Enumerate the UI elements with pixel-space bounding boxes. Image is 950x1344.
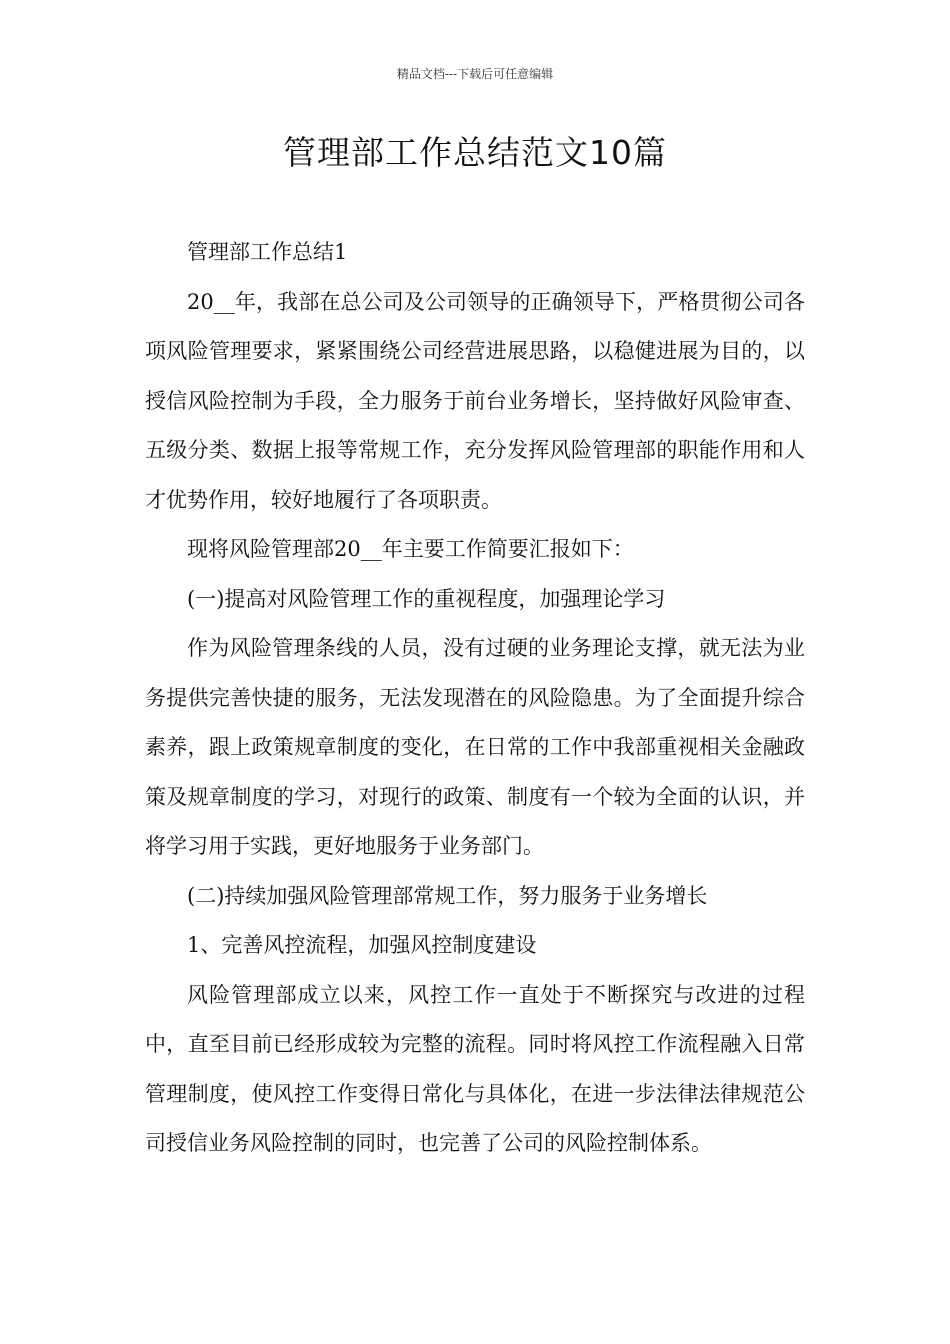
body-paragraph: 作为风险管理条线的人员，没有过硬的业务理论支撑，就无法为业务提供完善快捷的服务，无法发现潜在的风险隐患。为了全面提升综合素养，跟上政策规章制度的变化，在日常的工作中我部重视相关金融政策及规章制度的学习，对现行的政策、制度有一个较为全面的认识，并将学习用于实践，更好地服务于业务部门。 [145, 636, 805, 858]
body-paragraph: 现将风险管理部20__年主要工作简要汇报如下： [187, 537, 634, 561]
body-paragraph: 20__年，我部在总公司及公司领导的正确领导下，严格贯彻公司各项风险管理要求，紧紧围绕公司经营进展思路，以稳健进展为目的，以授信风险控制为手段，全力服务于前台业务增长，坚持做好风险审查、五级分类、数据上报等常规工作，充分发挥风险管理部的职能作用和人才优势作用，较好地履行了各项职责。 [145, 289, 805, 512]
subsection-heading: (二)持续加强风险管理部常规工作，努力服务于业务增长 [187, 883, 708, 908]
document-body [145, 228, 805, 1169]
section-heading: 管理部工作总结1 [187, 240, 348, 264]
subsection-heading: (一)提高对风险管理工作的重视程度，加强理论学习 [187, 586, 666, 611]
header-note: 精品文档---下载后可任意编辑 [396, 67, 554, 81]
body-paragraph: 风险管理部成立以来，风控工作一直处于不断探究与改进的过程中，直至目前已经形成较为完整的流程。同时将风控工作流程融入日常管理制度，使风控工作变得日常化与具体化，在进一步法律法律规范公司授信业务风险控制的同时，也完善了公司的风险控制体系。 [145, 982, 805, 1155]
document-title: 管理部工作总结范文10篇 [283, 133, 667, 172]
subsection-heading: 1、完善风控流程，加强风控制度建设 [187, 933, 537, 957]
